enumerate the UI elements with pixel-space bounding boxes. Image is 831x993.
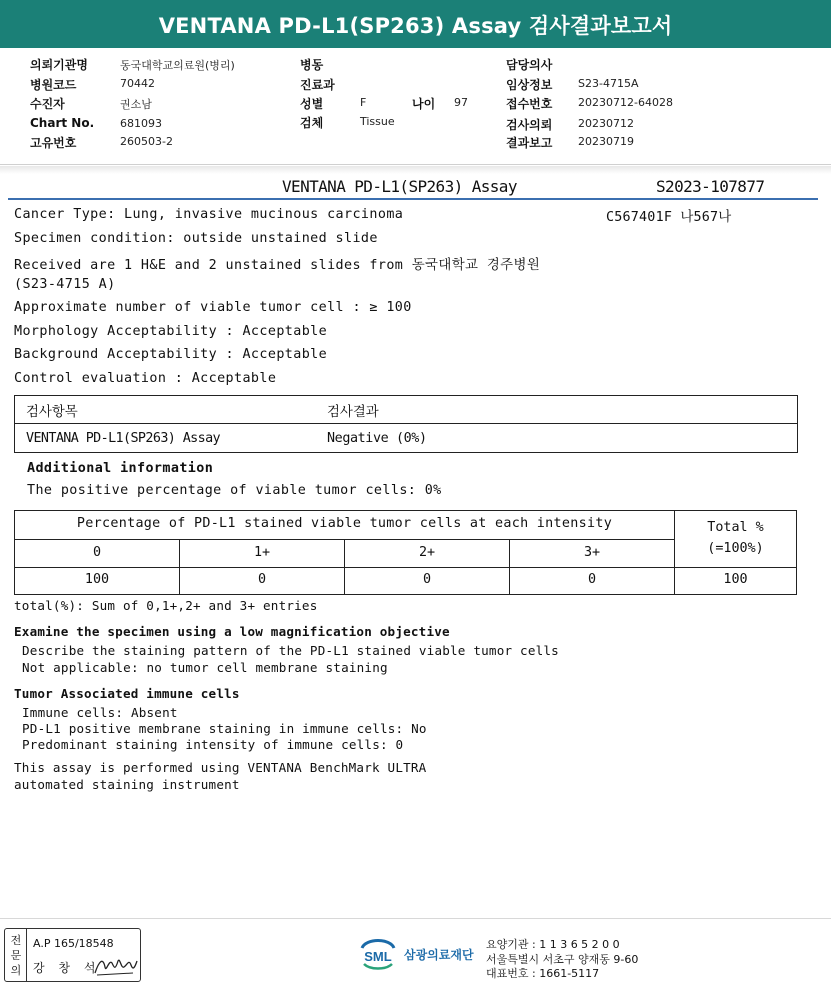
label-age: 나이 (412, 97, 436, 111)
signature-icon (93, 953, 139, 979)
result-table (14, 395, 798, 453)
value-chart-no: 681093 (120, 117, 162, 130)
line-background: Background Acceptability : Acceptable (14, 347, 328, 362)
value-sex: F (360, 96, 367, 109)
total-header-2: (=100%) (707, 541, 764, 556)
value-patient: 권소남 (120, 98, 152, 111)
line-cancer-type: Cancer Type: Lung, invasive mucinous carcinoma (14, 207, 404, 222)
value-report-date: 20230719 (578, 135, 634, 148)
value-age: 97 (454, 96, 468, 109)
logo-abbr: SML (364, 949, 392, 964)
immune-title: Tumor Associated immune cells (14, 686, 240, 701)
footer-institution-code: 요양기관 : 1 1 3 6 5 2 0 0 (486, 938, 620, 951)
value-receipt-no: 20230712-64028 (578, 96, 673, 109)
label-unique-no: 고유번호 (30, 136, 77, 150)
level-0: 0 (92, 545, 102, 560)
label-department: 진료과 (300, 78, 335, 92)
assay-note-1: This assay is performed using VENTANA BenchMark ULTRA (14, 760, 427, 775)
total-note: total(%): Sum of 0,1+,2+ and 3+ entries (14, 598, 318, 613)
label-chart-no: Chart No. (30, 116, 95, 130)
stamp-label: 전문의 (10, 934, 22, 977)
value-specimen: Tissue (360, 115, 395, 128)
level-1plus: 1+ (253, 545, 271, 560)
immune-line-3: Predominant staining intensity of immune cells: 0 (22, 737, 404, 752)
value-level-0: 100 (84, 572, 110, 587)
report-title-bar (0, 0, 831, 48)
additional-info-title: Additional information (27, 461, 214, 476)
label-specimen: 검체 (300, 116, 324, 130)
stamp-id: A.P 165/18548 (33, 937, 114, 950)
pathologist-stamp (4, 928, 141, 982)
label-sex: 성별 (300, 97, 324, 111)
line-case-no: (S23-4715 A) (14, 277, 116, 292)
value-level-2plus: 0 (422, 572, 432, 587)
value-hospital-code: 70442 (120, 77, 155, 90)
report-number: S2023-107877 (656, 177, 765, 196)
intensity-header: Percentage of PD-L1 stained viable tumor cells at each intensity (76, 516, 613, 531)
footer-address: 서울특별시 서초구 양재동 9-60 (486, 953, 639, 966)
label-institution: 의뢰기관명 (30, 58, 88, 72)
result-value: Negative (0%) (327, 431, 427, 446)
label-doctor: 담당의사 (506, 58, 553, 72)
value-clinical-info: S23-4715A (578, 77, 639, 90)
header-separator (0, 166, 831, 174)
sml-logo-icon (356, 934, 400, 972)
value-institution: 동국대학교의료원(병리) (120, 59, 235, 72)
immune-line-1: Immune cells: Absent (22, 705, 178, 720)
label-request-date: 검사의뢰 (506, 118, 553, 132)
result-table-divider (15, 423, 797, 424)
assay-title: VENTANA PD-L1(SP263) Assay (282, 177, 517, 196)
stamp-name: 강 창 석 (33, 961, 101, 975)
label-patient: 수진자 (30, 97, 65, 111)
label-ward: 병동 (300, 58, 324, 72)
result-header-item: 검사항목 (26, 405, 78, 420)
result-header-result: 검사결과 (327, 405, 379, 420)
report-title: VENTANA PD-L1(SP263) Assay 검사결과보고서 (158, 14, 673, 38)
examine-line-1: Describe the staining pattern of the PD-L1 stained viable tumor cells (22, 643, 559, 658)
intensity-table (14, 510, 797, 595)
level-3plus: 3+ (583, 545, 601, 560)
label-clinical-info: 임상정보 (506, 78, 553, 92)
title-rule (8, 198, 818, 200)
assay-note-2: automated staining instrument (14, 777, 240, 792)
examine-title: Examine the specimen using a low magnification objective (14, 624, 450, 639)
line-viable-cells: Approximate number of viable tumor cell : ≥ 100 (14, 300, 412, 315)
examine-line-2: Not applicable: no tumor cell membrane staining (22, 660, 388, 675)
patient-header (0, 48, 831, 165)
footer-phone: 대표번호 : 1661-5117 (486, 967, 600, 980)
value-request-date: 20230712 (578, 117, 634, 130)
footer-rule (0, 918, 831, 919)
line-received: Received are 1 H&E and 2 unstained slides from 동국대학교 경주병원 (14, 258, 541, 273)
value-level-1plus: 0 (257, 572, 267, 587)
logo-name: 삼광의료재단 (404, 948, 474, 962)
value-unique-no: 260503-2 (120, 135, 173, 148)
total-header-1: Total % (707, 520, 764, 535)
label-report-date: 결과보고 (506, 136, 553, 150)
value-level-3plus: 0 (587, 572, 597, 587)
label-hospital-code: 병원코드 (30, 78, 77, 92)
additional-info-text: The positive percentage of viable tumor cells: 0% (27, 483, 442, 498)
line-specimen-condition: Specimen condition: outside unstained slide (14, 231, 378, 246)
value-total: 100 (723, 572, 748, 587)
label-receipt-no: 접수번호 (506, 97, 553, 111)
result-item: VENTANA PD-L1(SP263) Assay (26, 431, 221, 446)
line-morphology: Morphology Acceptability : Acceptable (14, 324, 328, 339)
immune-line-2: PD-L1 positive membrane staining in immune cells: No (22, 721, 427, 736)
specimen-code: C567401F 나567나 (606, 210, 732, 225)
line-control: Control evaluation : Acceptable (14, 371, 277, 386)
level-2plus: 2+ (418, 545, 436, 560)
